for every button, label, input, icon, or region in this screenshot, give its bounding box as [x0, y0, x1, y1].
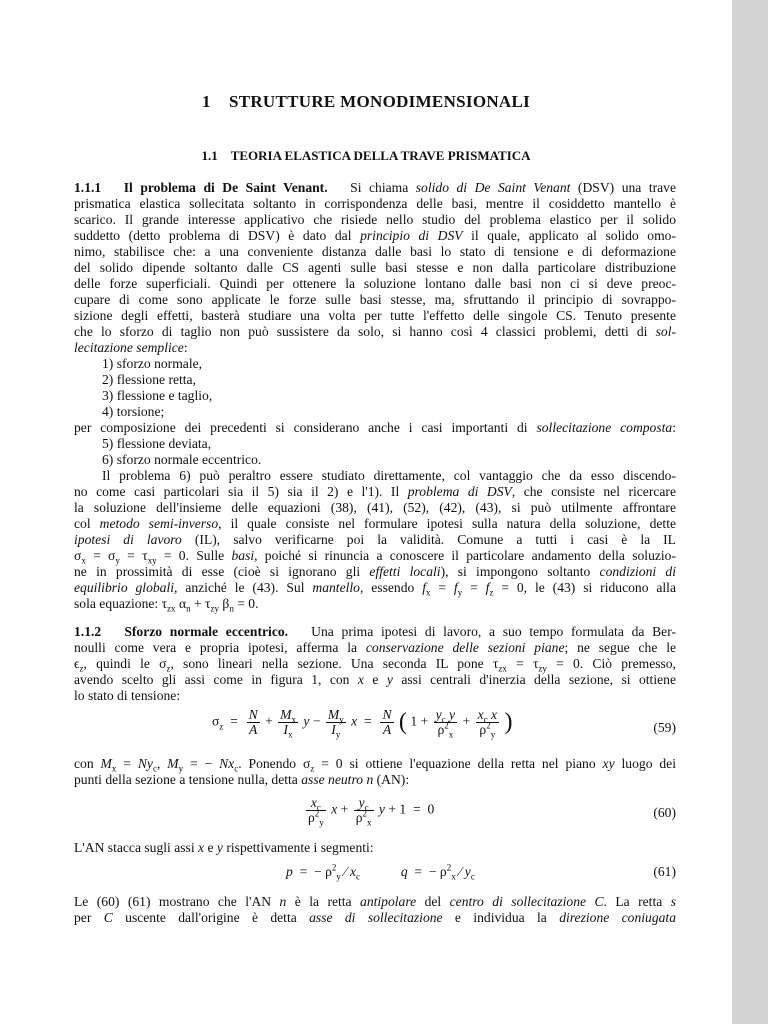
- paragraph-line: che lo sforzo di taglio non può sussistere da solo, si hanno così 4 classici problemi, detti di sol-: [74, 324, 676, 339]
- paragraph-line: suddetto (detto problema di DSV) è dato dal principio di DSV il quale, applicato al solido omo-: [74, 228, 676, 243]
- paragraph-line: Le (60) (61) mostrano che l'AN n è la retta antipolare del centro di sollecitazione C. La retta s: [74, 894, 676, 909]
- paragraph-line: con $M_x = Ny_c$, $M_y$ = − $Nx_c$. Ponendo $\sigma_z = 0$ si ottiene l'equazione della retta nel piano xy luogo dei: [74, 756, 676, 774]
- scrollbar[interactable]: [732, 0, 768, 1024]
- paragraph-line: no come casi particolari sia il 5) sia il 2) e l'1). Il problema di DSV, che consiste nel ricercare: [74, 484, 676, 499]
- paragraph-line: prismatica elastica sollecitata soltanto in corrispondenza delle basi, mentre il cosiddetto mantello è: [74, 196, 676, 211]
- paragraph-line: ne in prossimità di esse (cioè si ignorano gli effetti locali), si impongono soltanto condizioni di: [74, 564, 676, 579]
- paragraph-line: L'AN stacca sugli assi x e y rispettivamente i segmenti:: [74, 840, 374, 855]
- list-item: 6) sforzo normale eccentrico.: [102, 452, 262, 467]
- paragraph-line: la soluzione dell'insieme delle equazioni (38), (41), (52), (42), (43), si può utilmente affrontare: [74, 500, 676, 515]
- section-heading: 1.1 TEORIA ELASTICA DELLA TRAVE PRISMATICA: [201, 148, 531, 163]
- list-item: 3) flessione e taglio,: [102, 388, 213, 403]
- paragraph-line: del solido dipende soltanto dalle CS agenti sulle basi stesse e non dalla particolare distribuzione: [74, 260, 676, 275]
- chapter-heading: 1 STRUTTURE MONODIMENSIONALI: [201, 92, 531, 111]
- paragraph-line: 1.1.2 Sforzo normale eccentrico. Una prima ipotesi di lavoro, a suo tempo formulata da Ber-: [74, 624, 676, 639]
- paragraph-line: noulli come vera e propria ipotesi, afferma la conservazione delle sezioni piane; ne segue che le: [74, 640, 676, 655]
- paragraph-line: ipotesi di lavoro (IL), salvo verificarne poi la validità. Comune a tutti i casi è la IL: [74, 532, 676, 547]
- paragraph-line: equilibrio globali, anziché le (43). Sul mantello, essendo $f_x = f_y = f_z = 0$, le (43) si riducono alla: [74, 580, 676, 598]
- equation-number: (60): [653, 805, 676, 820]
- paragraph-line: per composizione dei precedenti si considerano anche i casi importanti di sollecitazione composta:: [74, 420, 677, 435]
- paragraph-line: cupare di come sono applicate le forze sulle basi stesse, ma, sfruttando il principio di sovrappo-: [74, 292, 676, 307]
- equation-60: $\frac{x_c}{\rho^2_y}$ x + $\frac{y_c}{\rho^2_x}$ y + 1 = 0: [308, 795, 435, 828]
- paragraph-line: scarico. Il grande interesse applicativo che risiede nello studio del problema elastico per il solido: [74, 212, 676, 227]
- paragraph-line: per C uscente dall'origine è detta asse di sollecitazione e individua la direzione coniugata: [74, 910, 676, 925]
- list-item: 1) sforzo normale,: [102, 356, 203, 371]
- subsection-heading: 1.1.1 Il problema di De Saint Venant.: [74, 180, 328, 195]
- paragraph-line: lo stato di tensione:: [74, 688, 181, 703]
- paragraph-line: sizione degli effetti, basterà studiare una volta per tutte l'effetto delle singole CS. Tenuto presente: [74, 308, 676, 323]
- paragraph-line: col metodo semi-inverso, il quale consiste nel formulare ipotesi sulla natura della soluzione, dette: [74, 516, 677, 531]
- equation-number: (61): [653, 864, 676, 879]
- paragraph-line: Il problema 6) può peraltro essere studiato direttamente, col vantaggio che da esso discendo-: [102, 468, 676, 483]
- paragraph-line: delle forze superficiali. Quindi per ottenere la soluzione lontano dalle basi non ci si deve preoc-: [74, 276, 676, 291]
- paragraph-line: avendo scelto gli assi come in figura 1, con x e y assi centrali d'inerzia della sezione, si ottiene: [74, 672, 676, 687]
- list-item: 5) flessione deviata,: [102, 436, 212, 451]
- equation-59: $\sigma_z$ = $\frac{N}{A}$ + $\frac{M_x}{I_x}$ y − $\frac{M_y}{I_y}$ x = $\frac{N}{A}$ ( 1 + $\frac{y_c y}{\rho^2_x}$ + $\frac{x_c x}{\rho^2_y}$ ): [212, 707, 513, 740]
- subsection-heading: 1.1.2 Sforzo normale eccentrico.: [74, 624, 289, 639]
- paragraph-line: punti della sezione a tensione nulla, detta asse neutro n (AN):: [74, 772, 410, 787]
- paragraph-line: $\sigma_x = \sigma_y = \tau_{xy} = 0$. Sulle basi, poiché si rinuncia a conoscere il particolare andamento della soluzio-: [74, 548, 676, 566]
- list-item: 4) torsione;: [102, 404, 165, 419]
- paragraph-line: nimo, stabilisce che: a una conveniente distanza dalle basi lo stato di tensione e di deformazione: [74, 244, 676, 259]
- paragraph-line: $\epsilon_z$, quindi le $\sigma_z$, sono lineari nella sezione. Una seconda IL pone $\tau_{zx} = \tau_{zy} = 0$. Ciò premesso,: [74, 656, 677, 674]
- paragraph-line: lecitazione semplice:: [74, 340, 188, 355]
- paragraph-line: sola equazione: $\tau_{zx}$ $\alpha_n + \tau_{zy}$ $\beta_n = 0$.: [74, 596, 259, 614]
- equation-61: p = − $\rho^2_y$ ⁄ $x_c$ q = − $\rho^2_x$ ⁄ $y_c$: [286, 862, 475, 882]
- equation-number: (59): [653, 720, 676, 735]
- list-item: 2) flessione retta,: [102, 372, 196, 387]
- paragraph-line: 1.1.1 Il problema di De Saint Venant. Si chiama solido di De Saint Venant (DSV) una trave: [74, 180, 676, 195]
